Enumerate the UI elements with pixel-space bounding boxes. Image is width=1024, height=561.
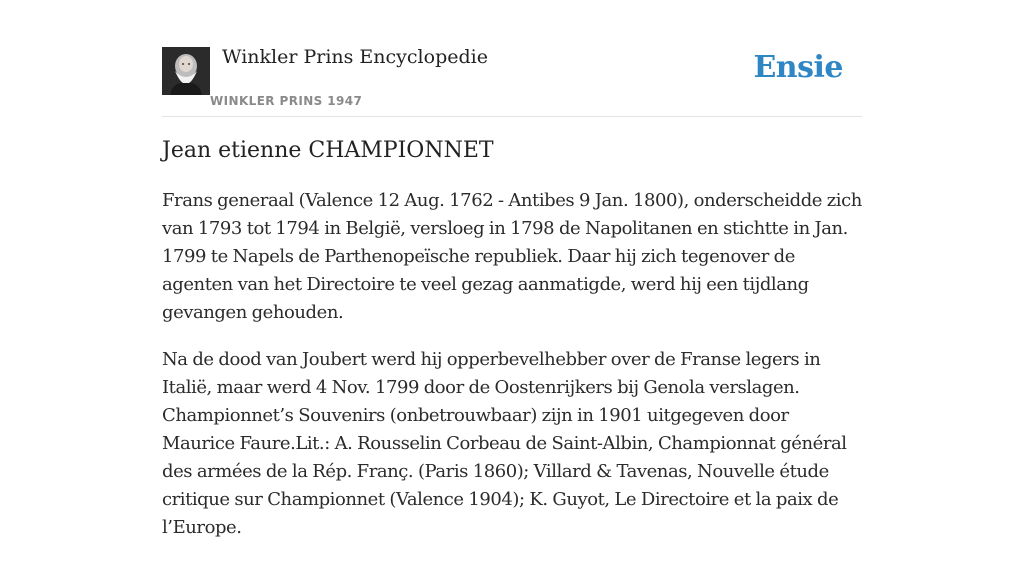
article-paragraph: Na de dood van Joubert werd hij opperbevelhebber over de Franse legers in Italië, maar werd 4 Nov. 1799 door de Oostenrijkers bij Genola verslagen. Championnet’s Souvenirs (onbetrouwbaar) zijn in 1901 uitgegeven door Maurice Faure.Lit.: A. Rousselin Corbeau de Saint-Albin, Championnat général des armées de la Rép. Franç. (Paris 1860); Villard & Tavenas, Nouvelle étude critique sur Championnet (Valence 1904); K. Guyot, Le Directoire et la paix de l’Europe. (162, 349, 847, 538)
bearded-man-portrait-icon (162, 47, 210, 95)
author-avatar[interactable] (162, 47, 210, 95)
article-paragraph: Frans generaal (Valence 12 Aug. 1762 - Antibes 9 Jan. 1800), onderscheidde zich van 1793 tot 1794 in België, versloeg in 1798 de Napolitanen en stichtte in Jan. 1799 te Napels de Parthenopeïsche republiek. Daar hij zich tegenover de agenten van het Directoire te veel gezag aanmatigde, werd hij een tijdlang gevangen gehouden. (162, 190, 862, 323)
site-name-link[interactable]: Winkler Prins Encyclopedie (222, 46, 488, 68)
source-label[interactable]: WINKLER PRINS 1947 (210, 94, 363, 108)
article (162, 138, 862, 561)
article-title: Jean etienne CHAMPIONNET (162, 138, 494, 163)
site-header (162, 0, 862, 117)
ensie-logo[interactable]: Ensie (753, 50, 843, 85)
